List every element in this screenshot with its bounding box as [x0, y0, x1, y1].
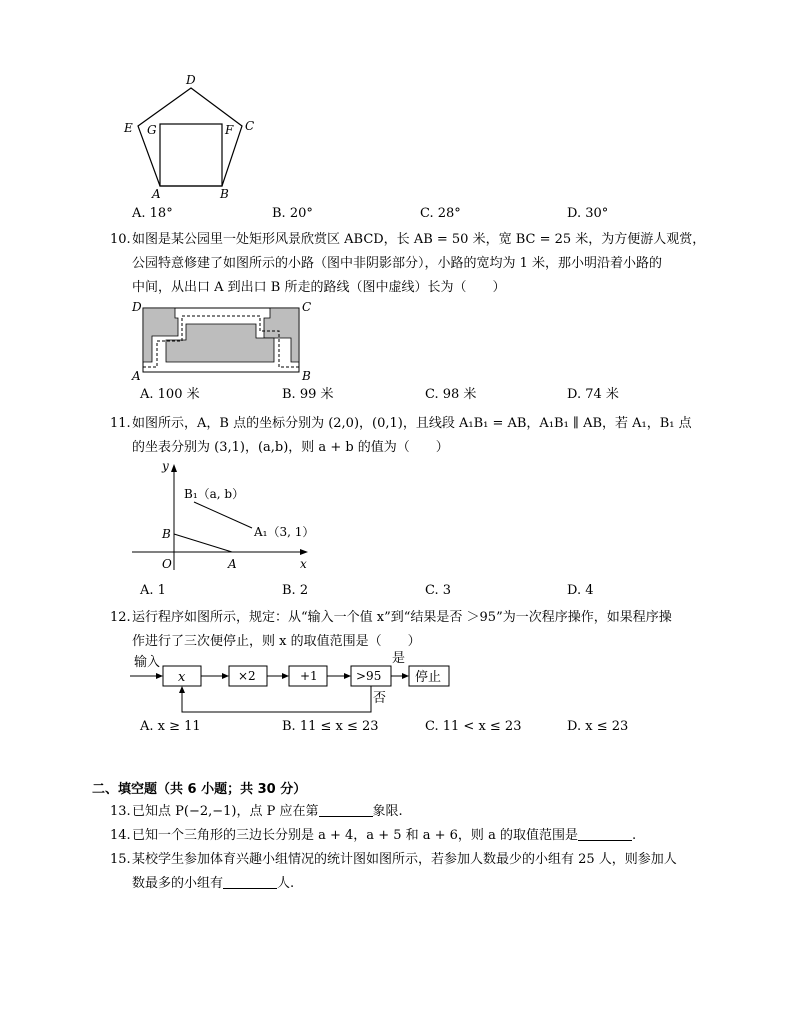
- q9-choice-b[interactable]: B. 20°: [272, 206, 313, 221]
- label-F: F: [225, 123, 234, 137]
- q10-choice-c[interactable]: C. 98 米: [425, 387, 477, 402]
- label-C: C: [245, 119, 255, 133]
- q12-line1: 运行程序如图所示，规定：从“输入一个值 x”到“结果是否 ＞95”为一次程序操作，如果程序操: [132, 610, 672, 625]
- q11-stem-line2: 的坐表分别为 (3,1)，(a,b)，则 a + b 的值为（ ）: [132, 440, 449, 455]
- q11-number: 11.: [110, 416, 131, 431]
- q13-number: 13.: [110, 804, 131, 819]
- q15-number: 15.: [110, 852, 131, 867]
- q14-line: [110, 826, 636, 846]
- loop-back-line: [182, 686, 371, 712]
- q15-answer-blank[interactable]: [223, 874, 277, 889]
- label-B: B: [220, 187, 229, 201]
- label-G: G: [147, 123, 157, 137]
- pentagon-shape: [138, 88, 242, 186]
- q10-stem-line1: [110, 230, 705, 250]
- q9-choice-c[interactable]: C. 28°: [420, 206, 461, 221]
- label-x: x: [300, 557, 307, 571]
- q15-text-line1: 某校学生参加体育兴趣小组情况的统计图如图所示，若参加人数最少的小组有 25 人，则参加人: [132, 852, 677, 867]
- arrowhead-input: [156, 673, 163, 679]
- label-A1: A₁（3, 1）: [254, 525, 315, 539]
- label-D: D: [132, 300, 142, 314]
- segment-A1B1: [194, 502, 252, 528]
- q14-number: 14.: [110, 828, 131, 843]
- q10-choice-a[interactable]: A. 100 米: [140, 387, 200, 402]
- q11-coordinate-figure: [128, 458, 318, 576]
- q12-choice-b[interactable]: B. 11 ≤ x ≤ 23: [282, 719, 379, 734]
- q10-number: 10.: [110, 232, 131, 247]
- square-shape: [160, 124, 222, 186]
- arrowhead-1: [222, 673, 229, 679]
- label-D: D: [186, 73, 196, 87]
- label-B: B: [302, 369, 311, 383]
- q15-line1: [110, 850, 677, 870]
- q12-choice-d[interactable]: D. x ≤ 23: [567, 719, 629, 734]
- q11-choice-c[interactable]: C. 3: [425, 583, 452, 598]
- q12-stem-line2: 作进行了三次便停止，则 x 的取值范围是（ ）: [132, 634, 421, 649]
- flow-box-plus1-text: +1: [300, 669, 318, 683]
- q15-line2: [132, 874, 294, 894]
- flow-yes-label: 是: [392, 651, 406, 666]
- q10-stem-line3: 中间，从出口 A 到出口 B 所走的路线（图中虚线）长为（ ）: [132, 280, 506, 295]
- arrowhead-loop: [179, 686, 185, 693]
- q13-line: [110, 802, 403, 822]
- q15-text-before: 数最多的小组有: [132, 876, 224, 891]
- q12-flowchart-figure: [130, 650, 460, 716]
- flow-box-x-text: x: [178, 670, 186, 685]
- q10-choice-b[interactable]: B. 99 米: [282, 387, 334, 402]
- q9-pentagon-figure: [118, 70, 268, 202]
- q12-choice-a[interactable]: A. x ≥ 11: [140, 719, 201, 734]
- q9-choice-d[interactable]: D. 30°: [567, 206, 609, 221]
- q10-stem-line2: 公园特意修建了如图所示的小路（图中非阴影部分），小路的宽均为 1 米，那小明沿着小路的: [132, 256, 663, 271]
- q11-choice-a[interactable]: A. 1: [140, 583, 166, 598]
- label-B: B: [162, 527, 171, 541]
- label-y: y: [162, 459, 169, 473]
- segment-AB: [174, 534, 232, 552]
- q14-answer-blank[interactable]: [578, 826, 632, 841]
- q11-choice-d[interactable]: D. 4: [567, 583, 594, 598]
- q11-choice-b[interactable]: B. 2: [282, 583, 309, 598]
- label-C: C: [302, 300, 312, 314]
- q13-text-after: 象限.: [372, 804, 403, 819]
- flow-box-stop-text: 停止: [415, 670, 442, 685]
- q12-number: 12.: [110, 610, 131, 625]
- q15-text-after: 人.: [277, 876, 295, 891]
- q14-text-before: 已知一个三角形的三边长分别是 a + 4，a + 5 和 a + 6，则 a 的取值范围是: [132, 828, 578, 843]
- label-B1: B₁（a, b）: [184, 487, 245, 501]
- q11-stem-line1: [110, 414, 692, 434]
- y-axis-arrow: [171, 464, 177, 472]
- flow-box-times2-text: ×2: [238, 669, 256, 683]
- label-A: A: [228, 557, 237, 571]
- q10-choice-d[interactable]: D. 74 米: [567, 387, 619, 402]
- arrowhead-3: [344, 673, 351, 679]
- flow-no-label: 否: [373, 691, 387, 706]
- q9-choice-a[interactable]: A. 18°: [132, 206, 173, 221]
- section-title: 二、填空题（共 6 小题；共 30 分）: [92, 782, 307, 797]
- q13-text-before: 已知点 P(−2,−1)，点 P 应在第: [132, 804, 319, 819]
- x-axis-arrow: [300, 549, 308, 555]
- arrowhead-yes: [402, 673, 409, 679]
- q11-line1: 如图所示，A，B 点的坐标分别为 (2,0)，(0,1)，且线段 A₁B₁ = AB，A₁B₁ ∥ AB，若 A₁，B₁ 点: [132, 416, 692, 431]
- label-A: A: [132, 369, 141, 383]
- q12-stem-line1: [110, 608, 672, 628]
- q12-choice-c[interactable]: C. 11 < x ≤ 23: [425, 719, 522, 734]
- label-E: E: [124, 121, 133, 135]
- label-O: O: [162, 557, 172, 571]
- flow-box-gt95-text: >95: [356, 669, 382, 683]
- label-A: A: [152, 187, 161, 201]
- q13-answer-blank[interactable]: [319, 802, 373, 817]
- q10-park-figure: [130, 298, 320, 384]
- q14-text-after: .: [631, 828, 637, 843]
- q10-line1: 如图是某公园里一处矩形风景欣赏区 ABCD，长 AB = 50 米，宽 BC = 25 米，为方便游人观赏，: [132, 232, 706, 247]
- arrowhead-2: [282, 673, 289, 679]
- flow-input-label: 输入: [134, 655, 161, 670]
